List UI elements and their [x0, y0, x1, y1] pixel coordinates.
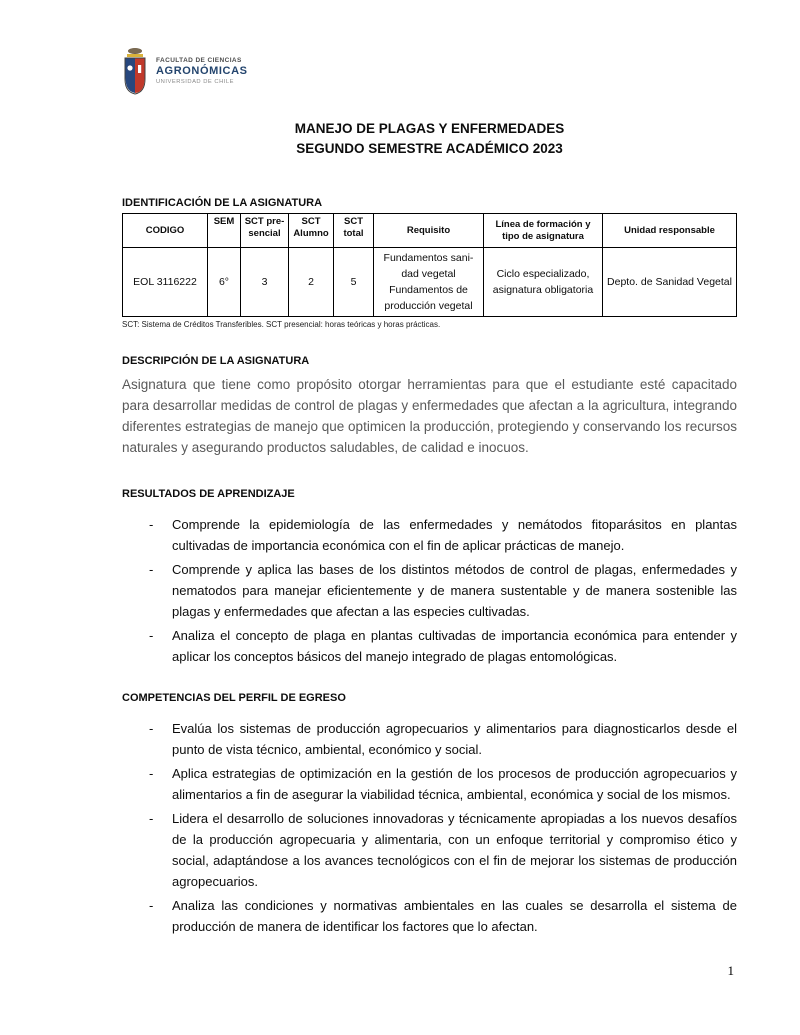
- list-item: - Evalúa los sistemas de producción agropecuarios y alimentarios para diagnosticarlos desde el punto de vista técnico, ambiental, económico y social.: [122, 718, 737, 760]
- descripcion-body: Asignatura que tiene como propósito otorgar herramientas para que el estudiante esté capacitado para desarrollar medidas de control de plagas y enfermedades que afectan a la agricultura, integrando diferentes estrategias de manejo que optimicen la producción, protegiendo y conservando los recursos naturales y asegurando productos saludables, de calidad e inocuos.: [122, 377, 737, 455]
- header-sem: SEM: [208, 214, 241, 248]
- cell-linea: Ciclo especializado, asignatura obligatoria: [484, 248, 603, 317]
- header-linea: Línea de formación y tipo de asignatura: [484, 214, 603, 248]
- cell-sct-presencial: 3: [241, 248, 289, 317]
- section-heading-identificacion: IDENTIFICACIÓN DE LA ASIGNATURA: [122, 197, 323, 209]
- cell-requisito-line: Fundamentos de: [389, 284, 468, 296]
- header-sct-total: SCT total: [334, 214, 374, 248]
- cell-codigo: EOL 3116222: [123, 248, 208, 317]
- cell-requisito-line: dad vegetal: [401, 268, 456, 280]
- header-sct-alumno: SCT Alumno: [289, 214, 334, 248]
- table-footnote: SCT: Sistema de Créditos Transferibles. SCT presencial: horas teóricas y horas prácticas.: [122, 320, 441, 329]
- list-item: - Lidera el desarrollo de soluciones innovadoras y técnicamente apropiadas a los nuevos desafíos de la producción agropecuaria y alimentaria, con un enfoque territorial y compromiso ético y social, adaptándose a los avances tecnológicos con el fin de mejorar los sistemas de producción agropecuarios.: [122, 808, 737, 892]
- document-title-line2: SEGUNDO SEMESTRE ACADÉMICO 2023: [296, 141, 563, 156]
- logo-faculty-line: FACULTAD DE CIENCIAS: [156, 57, 242, 64]
- section-heading-resultados: RESULTADOS DE APRENDIZAJE: [122, 488, 295, 500]
- cell-sct-total: 5: [334, 248, 374, 317]
- list-item: - Analiza las condiciones y normativas ambientales en las cuales se desarrolla el sistema de producción de manera de identificar los factores que lo afectan.: [122, 895, 737, 937]
- list-item: - Comprende la epidemiología de las enfermedades y nemátodos fitoparásitos en plantas cultivadas de importancia económica con el fin de aplicar prácticas de manejo.: [122, 514, 737, 556]
- header-requisito: Requisito: [374, 214, 484, 248]
- competencias-list: [122, 718, 737, 937]
- cell-requisito-line: producción vegetal: [384, 300, 473, 312]
- document-title: [122, 119, 737, 159]
- header-unidad: Unidad responsable: [603, 214, 737, 248]
- logo-university-name: UNIVERSIDAD DE CHILE: [156, 79, 234, 85]
- resultados-list: [122, 514, 737, 667]
- cell-requisito: [374, 248, 484, 317]
- header-sct-presencial: SCT pre-sencial: [241, 214, 289, 248]
- list-item: - Comprende y aplica las bases de los distintos métodos de control de plagas, enfermedades y nematodos para manejar eficientemente y de manera sustentable y de manera sostenible las plagas y enfermedades que afectan a las especies cultivadas.: [122, 559, 737, 622]
- university-shield-icon: [122, 45, 148, 97]
- section-heading-competencias: COMPETENCIAS DEL PERFIL DE EGRESO: [122, 692, 346, 704]
- cell-sct-alumno: 2: [289, 248, 334, 317]
- section-heading-descripcion: DESCRIPCIÓN DE LA ASIGNATURA: [122, 355, 310, 367]
- header-codigo: CODIGO: [123, 214, 208, 248]
- table-header-row: [123, 214, 737, 248]
- logo-faculty-name: AGRONÓMICAS: [156, 65, 248, 77]
- logo-text: [156, 45, 248, 85]
- list-item: - Aplica estrategias de optimización en la gestión de los procesos de producción agropecuarios y alimentarios a fin de asegurar la viabilidad técnica, ambiental, económica y social de los mismos.: [122, 763, 737, 805]
- cell-unidad: Depto. de Sanidad Vegetal: [603, 248, 737, 317]
- list-item: - Analiza el concepto de plaga en plantas cultivadas de importancia económica para entender y aplicar los conceptos básicos del manejo integrado de plagas entomológicas.: [122, 625, 737, 667]
- identificacion-table: [122, 213, 737, 317]
- page-number: 1: [727, 963, 734, 978]
- university-logo: [122, 45, 737, 105]
- cell-sem: 6°: [208, 248, 241, 317]
- document-title-line1: MANEJO DE PLAGAS Y ENFERMEDADES: [294, 121, 565, 136]
- cell-requisito-line: Fundamentos sani-: [383, 252, 474, 264]
- table-data-row: [123, 248, 737, 317]
